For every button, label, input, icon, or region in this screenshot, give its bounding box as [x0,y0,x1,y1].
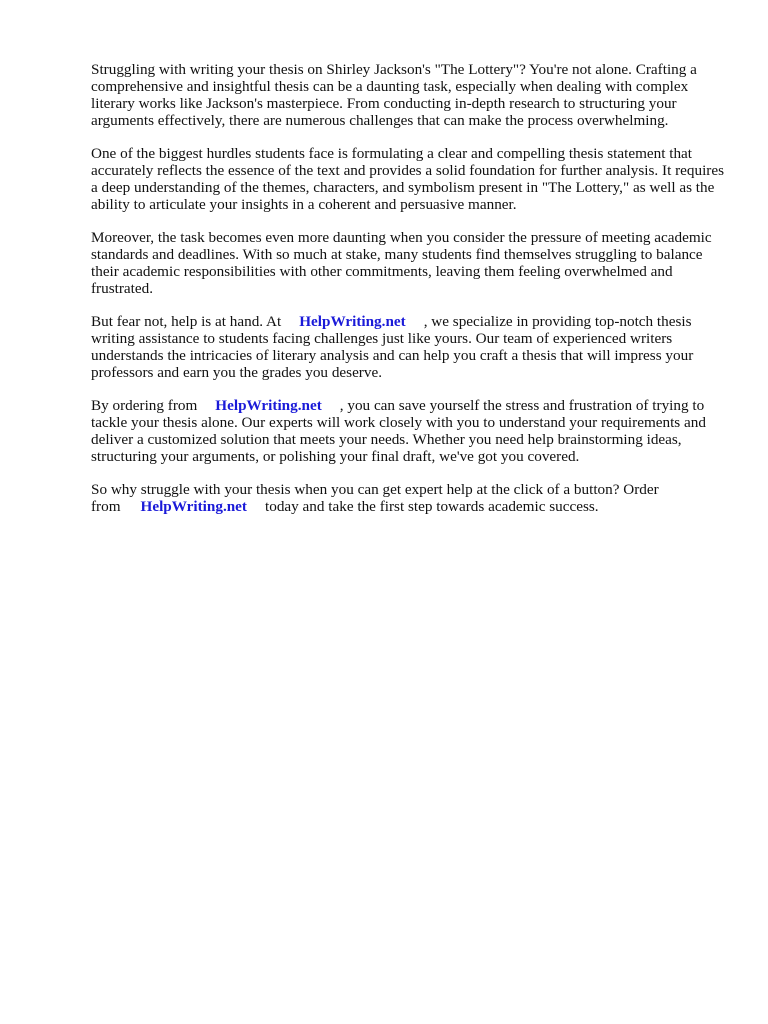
intro-paragraph [91,61,731,129]
paragraph-text-before: So why struggle with your thesis when you can get expert help at the click of a button? Order from [91,481,659,515]
helpwriting-link[interactable]: HelpWriting.net [299,313,406,330]
paragraph-text: Moreover, the task becomes even more daunting when you consider the pressure of meeting academic standards and deadlines. With so much at stake, many students find themselves struggling to balance their academic responsibilities with other commitments, leaving them feeling overwhelmed and frustrated. [91,229,712,297]
closing-paragraph [91,481,731,515]
thesis-hurdle-paragraph [91,145,731,213]
document-body [91,61,731,531]
help-paragraph [91,313,731,381]
paragraph-text-after: , you can save yourself the stress and frustration of trying to tackle your thesis alone. Our experts will work closely with you to understand your requirements and deliver a customized solution that meets your needs. Whether you need help brainstorming ideas, structuring your arguments, or polishing your final draft, we've got you covered. [91,397,706,465]
paragraph-text: Struggling with writing your thesis on Shirley Jackson's "The Lottery"? You're not alone. Crafting a comprehensive and insightful thesis can be a daunting task, especially when dealing with complex literary works like Jackson's masterpiece. From conducting in-depth research to structuring your arguments effectively, there are numerous challenges that can make the process overwhelming. [91,61,697,129]
paragraph-text: One of the biggest hurdles students face is formulating a clear and compelling thesis statement that accurately reflects the essence of the text and provides a solid foundation for further analysis. It requires a deep understanding of the themes, characters, and symbolism present in "The Lottery," as well as the ability to articulate your insights in a coherent and persuasive manner. [91,145,724,213]
helpwriting-link[interactable]: HelpWriting.net [140,498,247,515]
paragraph-text-after: , we specialize in providing top-notch thesis writing assistance to students facing challenges just like yours. Our team of experienced writers understands the intricacies of literary analysis and can help you craft a thesis that will impress your professors and earn you the grades you deserve. [91,313,694,381]
paragraph-text-before: By ordering from [91,397,198,414]
pressure-paragraph [91,229,731,297]
helpwriting-link[interactable]: HelpWriting.net [215,397,322,414]
paragraph-text-after: today and take the first step towards academic success. [265,498,599,515]
paragraph-text-before: But fear not, help is at hand. At [91,313,282,330]
ordering-paragraph [91,397,731,465]
